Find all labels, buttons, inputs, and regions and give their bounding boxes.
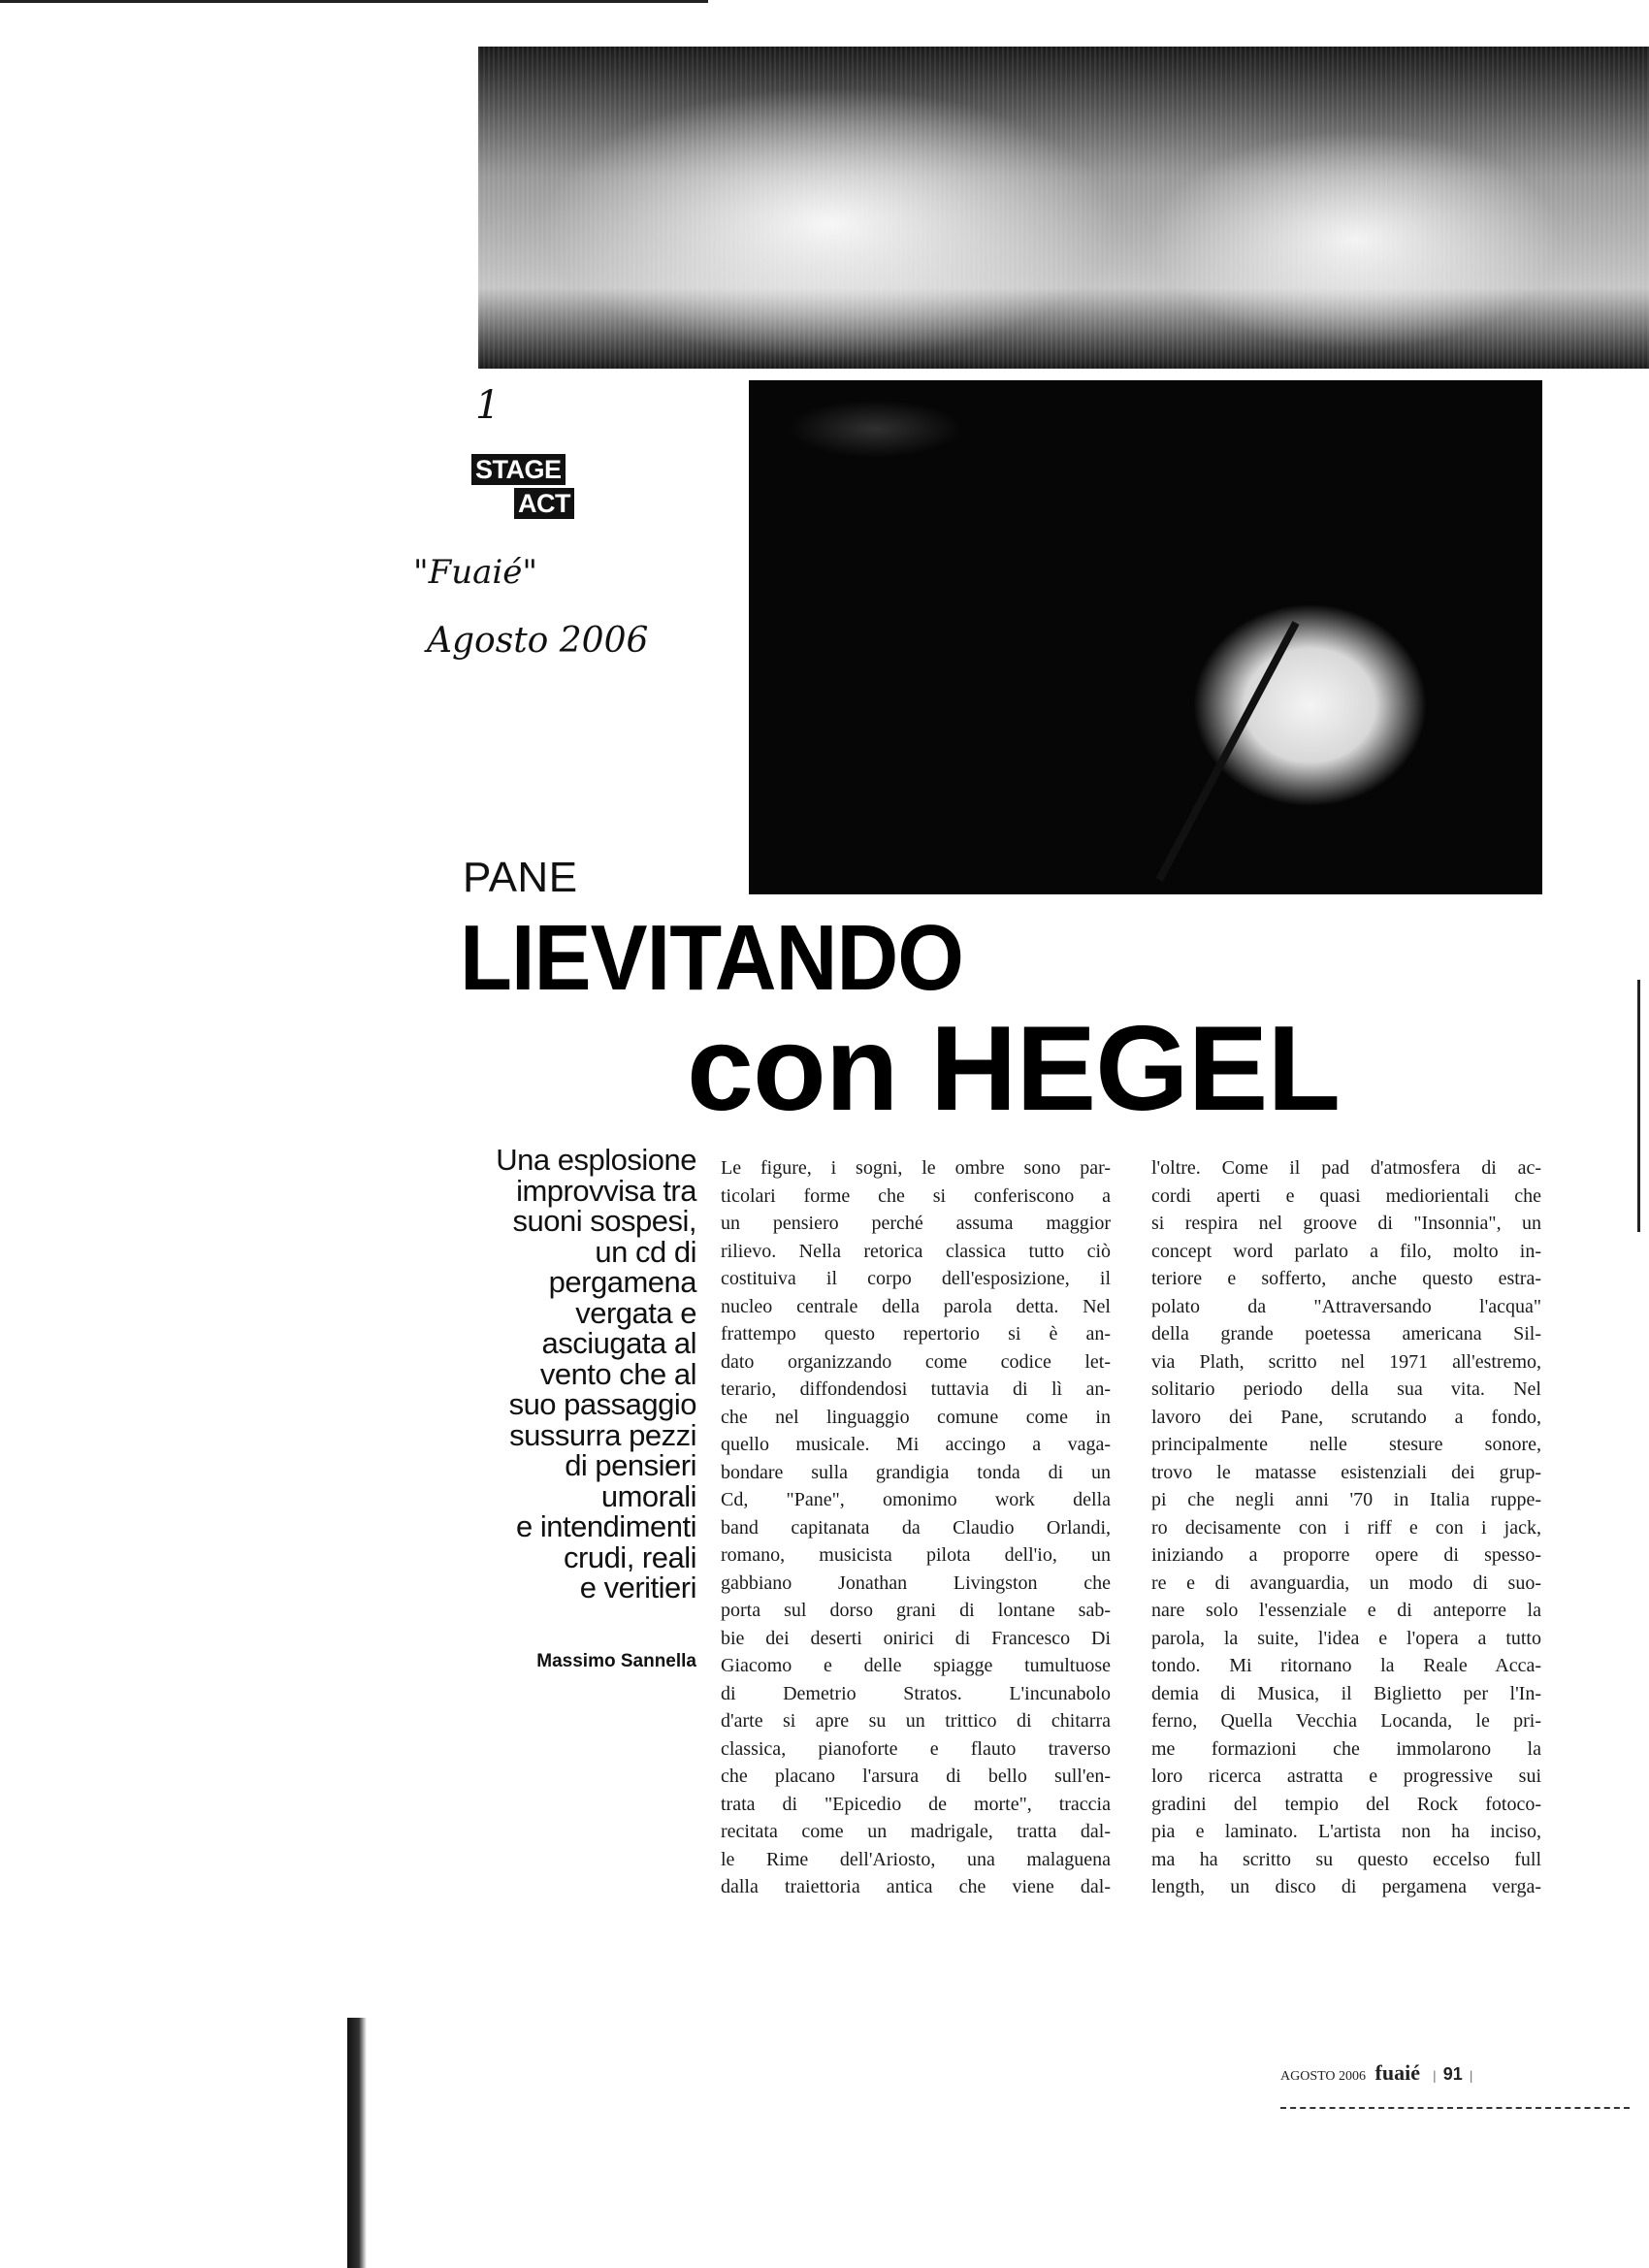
- body-line: demia di Musica, il Biglietto per l'In-: [1151, 1682, 1541, 1704]
- footer-magazine-name: fuaié: [1374, 2060, 1420, 2085]
- body-line: costituiva il corpo dell'esposizione, il: [721, 1268, 1111, 1289]
- top-scan-rule: [0, 0, 708, 3]
- body-line: iniziando a proporre opere di spesso-: [1151, 1544, 1541, 1566]
- deck-line: un cd di: [595, 1234, 696, 1269]
- deck-line: crudi, reali: [564, 1539, 696, 1574]
- article-byline: Massimo Sannella: [536, 1651, 696, 1671]
- concert-photo-main: [749, 380, 1542, 894]
- body-line: della grande poetessa americana Sil-: [1151, 1323, 1541, 1345]
- body-line: nare solo l'essenziale e di anteporre la: [1151, 1600, 1541, 1621]
- deck-line: suo passaggio: [508, 1387, 696, 1421]
- body-line: pia e laminato. L'artista non ha inciso,: [1151, 1821, 1541, 1842]
- body-line: le Rime dell'Ariosto, una malaguena: [721, 1848, 1111, 1870]
- body-line: trovo le matasse esistenziali dei grup-: [1151, 1461, 1541, 1483]
- body-line: Cd, "Pane", omonimo work della: [721, 1489, 1111, 1510]
- body-line: che nel linguaggio comune come in: [721, 1406, 1111, 1428]
- body-line: solitario periodo della sua vita. Nel: [1151, 1378, 1541, 1400]
- body-line: lavoro dei Pane, scrutando a fondo,: [1151, 1406, 1541, 1428]
- scan-edge-shadow-right: [1637, 980, 1640, 1232]
- body-line: si respira nel groove di "Insonnia", un: [1151, 1213, 1541, 1234]
- section-label-line1: STAGE: [471, 454, 566, 485]
- body-line: ticolari forme che si conferiscono a: [721, 1184, 1111, 1207]
- deck-line: e intendimenti: [515, 1509, 696, 1543]
- body-line: che placano l'arsura di bello sull'en-: [721, 1766, 1111, 1787]
- body-line: recitata come un madrigale, tratta dal-: [721, 1821, 1111, 1842]
- deck-line: e veritieri: [579, 1571, 696, 1604]
- section-label-line2: ACT: [514, 488, 574, 519]
- body-line: loro ricerca astratta e progressive sui: [1151, 1766, 1541, 1787]
- section-label-stage-act: [471, 454, 574, 519]
- deck-line: vergata e: [575, 1295, 696, 1330]
- footer-end-mark: |: [1470, 2069, 1473, 2084]
- deck-line: Una esplosione: [496, 1143, 696, 1177]
- body-line: frattempo questo repertorio si è an-: [721, 1323, 1111, 1345]
- body-line: concept word parlato a filo, molto in-: [1151, 1240, 1541, 1262]
- body-line: Le figure, i sogni, le ombre sono par-: [721, 1157, 1111, 1179]
- body-line: un pensiero perché assuma maggior: [721, 1213, 1111, 1234]
- footer-issue: AGOSTO 2006: [1280, 2069, 1367, 2084]
- body-line: nucleo centrale della parola detta. Nel: [721, 1295, 1111, 1317]
- body-line: me formazioni che immolarono la: [1151, 1737, 1541, 1760]
- handwritten-note-date: Agosto 2006: [427, 621, 649, 661]
- handwritten-note-magazine: "Fuaié": [413, 553, 538, 592]
- body-line: di Demetrio Stratos. L'incunabolo: [721, 1682, 1111, 1704]
- body-line: via Plath, scritto nel 1971 all'estremo,: [1151, 1350, 1541, 1373]
- body-line: parola, la suite, l'idea e l'opera a tutto: [1151, 1627, 1541, 1649]
- deck-line: pergamena: [548, 1265, 696, 1299]
- headline-line1: LIEVITANDO: [460, 906, 964, 1010]
- body-line: polato da "Attraversando l'acqua": [1151, 1295, 1541, 1317]
- body-line: ro decisamente con i riff e con i jack,: [1151, 1516, 1541, 1539]
- body-line: l'oltre. Come il pad d'atmosfera di ac-: [1151, 1157, 1541, 1179]
- deck-line: di pensieri: [565, 1448, 696, 1482]
- body-line: d'arte si apre su un trittico di chitarra: [721, 1710, 1111, 1732]
- stage-spotlight: [788, 400, 962, 458]
- body-line: romano, musicista pilota dell'io, un: [721, 1544, 1111, 1566]
- deck-line: umorali: [600, 1478, 696, 1513]
- headline-line2: con HEGEL: [687, 1002, 1341, 1136]
- scan-edge-shadow-left: [347, 2018, 367, 2268]
- deck-line: improvvisa tra: [516, 1173, 696, 1208]
- body-line: pi che negli anni '70 in Italia ruppe-: [1151, 1489, 1541, 1510]
- body-line: porta sul dorso grani di lontane sab-: [721, 1600, 1111, 1621]
- handwritten-number: 1: [475, 383, 501, 428]
- footer-separator: |: [1433, 2069, 1437, 2084]
- page-footer: [1280, 2060, 1476, 2086]
- body-line: quello musicale. Mi accingo a vaga-: [721, 1434, 1111, 1455]
- body-line: teriore e sofferto, anche questo estra-: [1151, 1268, 1541, 1289]
- body-line: terario, diffondendosi tuttavia di lì an-: [721, 1378, 1111, 1400]
- concert-photo-top-fade: [478, 47, 1649, 369]
- article-kicker: PANE: [463, 854, 578, 901]
- body-line: ma ha scritto su questo eccelso full: [1151, 1848, 1541, 1870]
- body-line: principalmente nelle stesure sonore,: [1151, 1434, 1541, 1455]
- body-line: dato organizzando come codice let-: [721, 1350, 1111, 1373]
- body-line: length, un disco di pergamena verga-: [1151, 1876, 1541, 1897]
- performer-figure: [1166, 545, 1486, 836]
- body-column-2: [1151, 1154, 1541, 1901]
- body-line: Giacomo e delle spiagge tumultuose: [721, 1655, 1111, 1676]
- footer-dashed-rule: [1280, 2107, 1630, 2109]
- body-line: gabbiano Jonathan Livingston che: [721, 1571, 1111, 1594]
- body-line: bondare sulla grandigia tonda di un: [721, 1461, 1111, 1483]
- deck-line: sussurra pezzi: [509, 1417, 696, 1452]
- body-line: classica, pianoforte e flauto traverso: [721, 1737, 1111, 1760]
- body-line: re e di avanguardia, un modo di suo-: [1151, 1571, 1541, 1594]
- body-line: band capitanata da Claudio Orlandi,: [721, 1516, 1111, 1539]
- body-line: gradini del tempio del Rock fotoco-: [1151, 1793, 1541, 1815]
- deck-line: suoni sospesi,: [512, 1204, 696, 1238]
- body-line: trata di "Epicedio de morte", traccia: [721, 1793, 1111, 1815]
- body-line: ferno, Quella Vecchia Locanda, le pri-: [1151, 1710, 1541, 1732]
- article-deck: [427, 1145, 696, 1604]
- body-line: cordi aperti e quasi mediorientali che: [1151, 1184, 1541, 1207]
- body-line: dalla traiettoria antica che viene dal-: [721, 1876, 1111, 1897]
- deck-line: asciugata al: [541, 1326, 696, 1360]
- body-column-1: [721, 1154, 1111, 1901]
- body-line: bie dei deserti onirici di Francesco Di: [721, 1627, 1111, 1649]
- body-line: tondo. Mi ritornano la Reale Acca-: [1151, 1655, 1541, 1676]
- footer-page-number: 91: [1442, 2064, 1463, 2084]
- deck-line: vento che al: [539, 1356, 696, 1391]
- body-line: rilievo. Nella retorica classica tutto ciò: [721, 1240, 1111, 1262]
